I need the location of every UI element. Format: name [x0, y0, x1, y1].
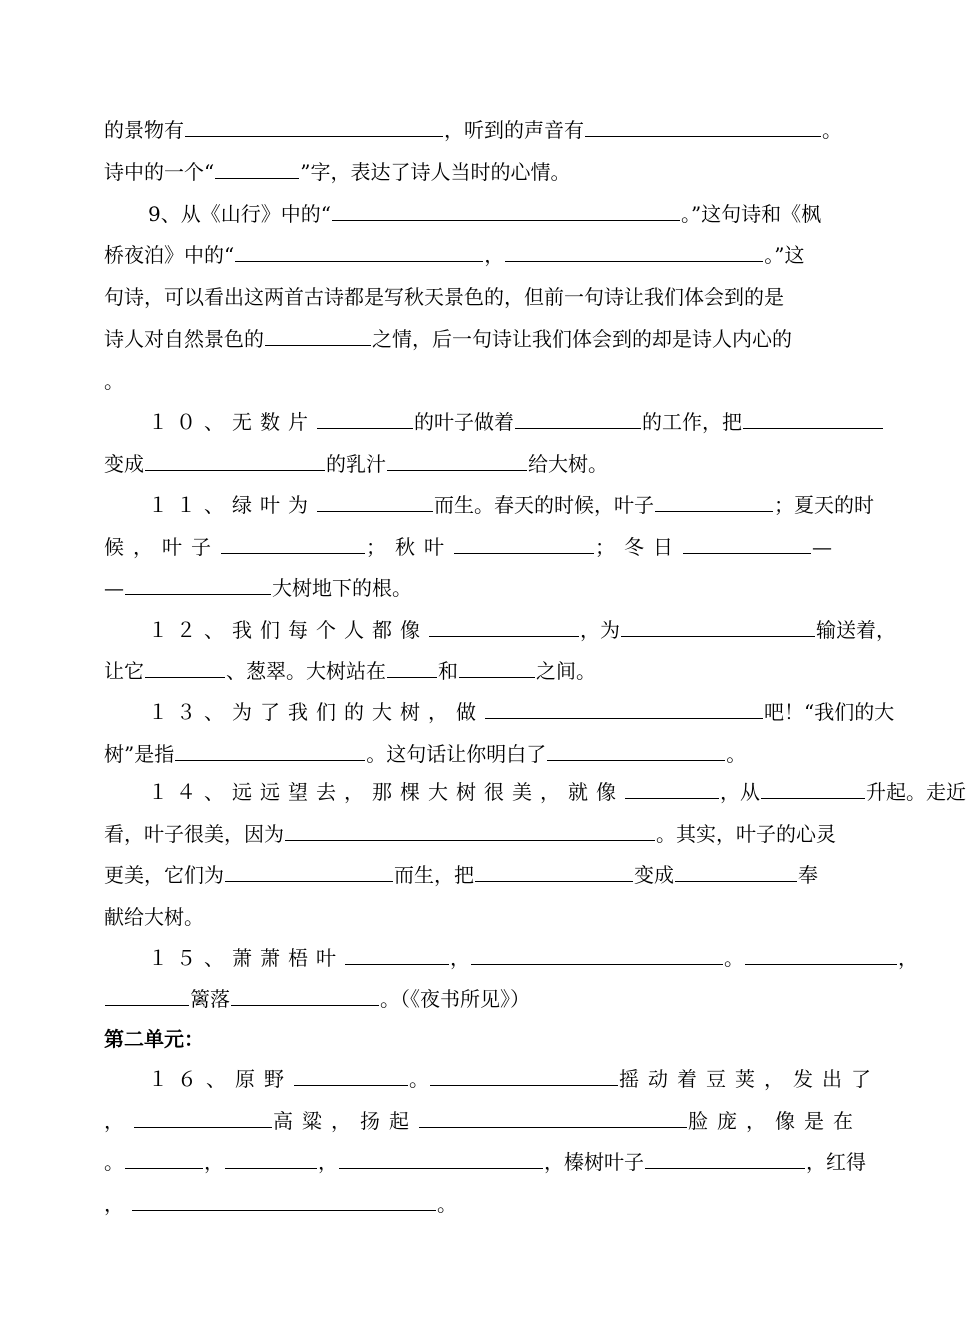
text: 。”这句诗和《枫	[680, 202, 822, 226]
blank-field[interactable]	[339, 1145, 543, 1169]
text: 候，叶子	[104, 535, 220, 559]
blank-field[interactable]	[185, 113, 443, 137]
text: 。其实，叶子的心灵	[656, 822, 836, 846]
text: 脸庞，像是在	[688, 1109, 862, 1133]
text: ，	[204, 1150, 224, 1174]
text: —	[104, 576, 124, 600]
blank-field[interactable]	[134, 1104, 272, 1128]
text: １３、为了我们的大树，做	[148, 700, 484, 724]
question-16-line-3	[104, 1145, 866, 1179]
blank-field[interactable]	[761, 775, 865, 799]
blank-field[interactable]	[387, 447, 527, 471]
question-9-line-1	[148, 197, 848, 231]
text: 摇动着豆荚，发出了	[619, 1067, 880, 1091]
question-11-line-1	[148, 488, 874, 522]
text: 让它	[104, 659, 144, 683]
text: １４、远远望去，那棵大树很美，就像	[148, 780, 624, 804]
blank-field[interactable]	[225, 1145, 317, 1169]
text: 升起。走近	[866, 780, 966, 804]
question-15-line-1	[148, 941, 918, 975]
blank-field[interactable]	[621, 613, 815, 637]
text: ；夏天的时	[774, 493, 874, 517]
blank-field[interactable]	[285, 817, 655, 841]
text: 。这句话让你明白了	[366, 742, 547, 766]
blank-field[interactable]	[225, 858, 393, 882]
text: 而生，把	[394, 863, 474, 887]
text: １１、绿叶为	[148, 493, 316, 517]
question-12-line-1	[148, 613, 896, 647]
text: 吧！“我们的大	[764, 700, 895, 724]
blank-field[interactable]	[645, 1145, 805, 1169]
blank-field[interactable]	[294, 1062, 408, 1086]
text: 的工作，把	[642, 410, 742, 434]
blank-field[interactable]	[547, 737, 725, 761]
text: １０、无数片	[148, 410, 316, 434]
text: １５、萧萧梧叶	[148, 946, 344, 970]
text: ，为	[580, 618, 620, 642]
blank-field[interactable]	[743, 405, 883, 429]
blank-field[interactable]	[145, 447, 325, 471]
blank-field[interactable]	[515, 405, 641, 429]
blank-field[interactable]	[132, 1187, 436, 1211]
text: 句诗，可以看出这两首古诗都是写秋天景色的，但前一句诗让我们体会到的是	[104, 285, 784, 309]
blank-field[interactable]	[683, 530, 811, 554]
question-9-line-5	[104, 364, 848, 398]
blank-field[interactable]	[317, 405, 413, 429]
question-10-line-1	[148, 405, 848, 439]
question-14-line-1	[148, 775, 966, 809]
text: ，	[318, 1150, 338, 1174]
text: —	[812, 535, 832, 559]
question-14-line-2	[104, 817, 848, 851]
question-11-line-2	[104, 530, 848, 564]
text: 而生。春天的时候，叶子	[434, 493, 654, 517]
text: 的景物有	[104, 118, 184, 142]
question-16-line-1	[148, 1062, 880, 1096]
heading-text: 第二单元：	[104, 1027, 204, 1051]
text: 之情，后一句诗让我们体会到的却是诗人内心的	[372, 327, 792, 351]
line-2	[104, 155, 848, 189]
text: １２、我们每个人都像	[148, 618, 428, 642]
question-13-line-2	[104, 737, 848, 771]
text: ，	[484, 243, 505, 267]
text: 诗中的一个“	[104, 160, 215, 184]
text: １６、原野	[148, 1067, 293, 1091]
text: 树”是指	[104, 742, 175, 766]
question-11-line-3	[104, 571, 848, 605]
blank-field[interactable]	[317, 488, 433, 512]
text: 桥夜泊》中的“	[104, 243, 235, 267]
text: ，	[104, 1192, 124, 1216]
text: 更美，它们为	[104, 863, 224, 887]
text: ，从	[720, 780, 760, 804]
text: ，	[104, 1109, 133, 1133]
blank-field[interactable]	[625, 775, 719, 799]
question-10-line-2	[104, 447, 848, 481]
text: ，	[898, 946, 918, 970]
text: 9、从《山行》中的“	[148, 202, 331, 226]
blank-field[interactable]	[485, 695, 763, 719]
text: 。	[104, 369, 124, 393]
text: ；秋叶	[366, 535, 453, 559]
question-16-line-2	[104, 1104, 862, 1138]
blank-field[interactable]	[175, 737, 365, 761]
blank-field[interactable]	[471, 941, 723, 965]
text: ，听到的声音有	[444, 118, 584, 142]
text: ；冬日	[595, 535, 682, 559]
text: 变成	[104, 452, 144, 476]
text: 。	[822, 118, 842, 142]
blank-field[interactable]	[215, 155, 299, 179]
blank-field[interactable]	[125, 1145, 203, 1169]
text: 。”这	[764, 243, 805, 267]
blank-field[interactable]	[454, 530, 594, 554]
text: 奉	[798, 863, 818, 887]
blank-field[interactable]	[265, 322, 371, 346]
blank-field[interactable]	[475, 858, 633, 882]
text: 之间。	[536, 659, 596, 683]
blank-field[interactable]	[429, 613, 579, 637]
text: 看，叶子很美，因为	[104, 822, 284, 846]
text: 。	[726, 742, 747, 766]
text: 诗人对自然景色的	[104, 327, 264, 351]
text: ，红得	[806, 1150, 866, 1174]
text: 献给大树。	[104, 905, 204, 929]
text: 高粱，扬起	[273, 1109, 418, 1133]
line-1	[104, 113, 848, 147]
text: 的乳汁	[326, 452, 386, 476]
blank-field[interactable]	[345, 941, 449, 965]
question-9-line-4	[104, 322, 848, 356]
blank-field[interactable]	[231, 982, 379, 1006]
question-9-line-2	[104, 238, 848, 272]
text: 。	[409, 1067, 429, 1091]
text: 、葱翠。大树站在	[226, 659, 386, 683]
blank-field[interactable]	[387, 654, 437, 678]
text: 给大树。	[528, 452, 608, 476]
blank-field[interactable]	[145, 654, 225, 678]
text: 输送着，	[816, 618, 896, 642]
blank-field[interactable]	[105, 982, 189, 1006]
blank-field[interactable]	[221, 530, 365, 554]
blank-field[interactable]	[125, 571, 271, 595]
text: ，榛树叶子	[544, 1150, 644, 1174]
text: 变成	[634, 863, 674, 887]
question-16-line-4	[104, 1187, 848, 1221]
question-14-line-3	[104, 858, 848, 892]
text: 的叶子做着	[414, 410, 514, 434]
question-14-line-4	[104, 900, 848, 934]
question-15-line-2	[104, 982, 848, 1016]
blank-field[interactable]	[235, 238, 483, 262]
blank-field[interactable]	[332, 197, 680, 221]
blank-field[interactable]	[430, 1062, 618, 1086]
blank-field[interactable]	[675, 858, 797, 882]
text: 篱落	[190, 987, 230, 1011]
blank-field[interactable]	[585, 113, 821, 137]
text: ，	[450, 946, 470, 970]
text: 和	[438, 659, 458, 683]
text: 。	[724, 946, 744, 970]
text: 。（《夜书所见》）	[380, 987, 530, 1011]
text: 大树地下的根。	[272, 576, 412, 600]
blank-field[interactable]	[419, 1104, 687, 1128]
blank-field[interactable]	[505, 238, 763, 262]
question-13-line-1	[148, 695, 895, 729]
blank-field[interactable]	[459, 654, 535, 678]
question-12-line-2	[104, 654, 848, 688]
unit-two-heading	[104, 1022, 848, 1056]
blank-field[interactable]	[745, 941, 897, 965]
text: 。	[104, 1150, 124, 1174]
blank-field[interactable]	[655, 488, 773, 512]
question-9-line-3	[104, 280, 848, 314]
text: ”字，表达了诗人当时的心情。	[300, 160, 571, 184]
text: 。	[437, 1192, 457, 1216]
